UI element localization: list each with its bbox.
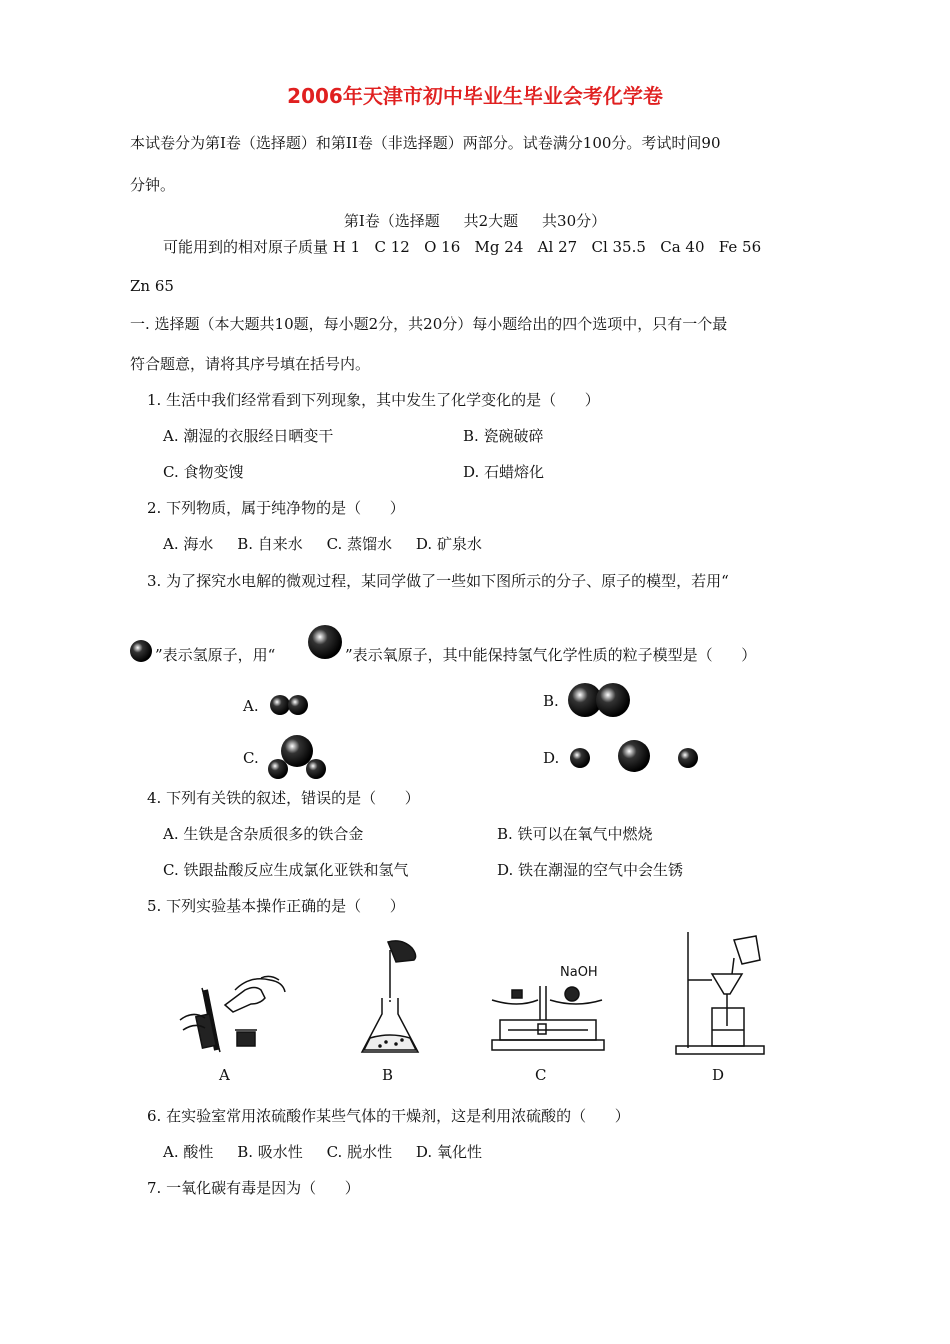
question-3-label-c: C. — [243, 749, 259, 767]
question-1-option-d: D. 石蜡熔化 — [463, 463, 545, 481]
question-7-stem: 7. 一氧化碳有毒是因为（ ） — [147, 1179, 360, 1197]
question-4-option-b: B. 铁可以在氧气中燃烧 — [497, 825, 653, 843]
page-title: 2006年天津市初中毕业生毕业会考化学卷 — [287, 84, 663, 108]
question-6-stem: 6. 在实验室常用浓硫酸作某些气体的干燥剂，这是利用浓硫酸的（ ） — [147, 1107, 630, 1125]
intro-line-1: 本试卷分为第Ⅰ卷（选择题）和第II卷（非选择题）两部分。试卷满分100分。考试时间90 — [130, 134, 721, 152]
figure-a-pouring-illustration — [175, 960, 290, 1060]
question-1-option-a: A. 潮湿的衣服经日晒变干 — [163, 427, 334, 445]
question-3-stem-part-2: ”表示氢原子，用“ — [155, 646, 276, 664]
hydrogen-atom-icon — [128, 638, 154, 664]
figure-c-balance-illustration — [488, 962, 613, 1057]
figure-b-label: B — [382, 1066, 394, 1084]
figure-b-dropper-flask-illustration — [350, 938, 430, 1060]
part1-line-2: 符合题意，请将其序号填在括号内。 — [130, 355, 371, 373]
h2o-molecule-model — [266, 733, 328, 781]
question-4-option-d: D. 铁在潮湿的空气中会生锈 — [497, 861, 684, 879]
atomic-mass-line-1: 可能用到的相对原子质量 H 1 C 12 O 16 Mg 24 Al 27 Cl 35.5 Ca 40 Fe 56 — [163, 238, 762, 256]
question-1-option-b: B. 瓷碗破碎 — [463, 427, 544, 445]
atomic-mass-line-2: Zn 65 — [130, 277, 174, 295]
question-6-options: A. 酸性 B. 吸水性 C. 脱水性 D. 氧化性 — [163, 1143, 482, 1161]
question-5-stem: 5. 下列实验基本操作正确的是（ ） — [147, 897, 405, 915]
figure-d-filtration-illustration — [672, 930, 772, 1058]
intro-line-2: 分钟。 — [130, 176, 176, 194]
part1-line-1: 一. 选择题（本大题共10题，每小题2分，共20分）每小题给出的四个选项中，只有一个最 — [130, 315, 728, 333]
h2-molecule-model — [268, 692, 312, 718]
section-header: 第Ⅰ卷（选择题 共2大题 共30分） — [343, 212, 607, 230]
question-2-stem: 2. 下列物质，属于纯净物的是（ ） — [147, 499, 405, 517]
figure-c-label: C — [535, 1066, 547, 1084]
separate-atoms-model — [566, 738, 706, 778]
question-2-options: A. 海水 B. 自来水 C. 蒸馏水 D. 矿泉水 — [163, 535, 482, 553]
question-3-label-d: D. — [543, 749, 560, 767]
o2-molecule-model — [565, 680, 637, 720]
question-3-label-b: B. — [543, 692, 559, 710]
oxygen-atom-icon — [305, 622, 345, 662]
question-1-option-c: C. 食物变馊 — [163, 463, 244, 481]
question-3-stem-part-3: ”表示氧原子，其中能保持氢气化学性质的粒子模型是（ ） — [345, 646, 757, 664]
figure-d-label: D — [712, 1066, 725, 1084]
question-4-stem: 4. 下列有关铁的叙述，错误的是（ ） — [147, 789, 420, 807]
question-1-stem: 1. 生活中我们经常看到下列现象，其中发生了化学变化的是（ ） — [147, 391, 600, 409]
question-3-stem-line-1: 3. 为了探究水电解的微观过程，某同学做了一些如下图所示的分子、原子的模型，若用“ — [147, 572, 729, 590]
figure-a-label: A — [219, 1066, 230, 1084]
question-4-option-c: C. 铁跟盐酸反应生成氯化亚铁和氢气 — [163, 861, 409, 879]
naoh-label: NaOH — [560, 965, 598, 980]
question-4-option-a: A. 生铁是含杂质很多的铁合金 — [163, 825, 364, 843]
question-3-label-a: A. — [243, 697, 259, 715]
